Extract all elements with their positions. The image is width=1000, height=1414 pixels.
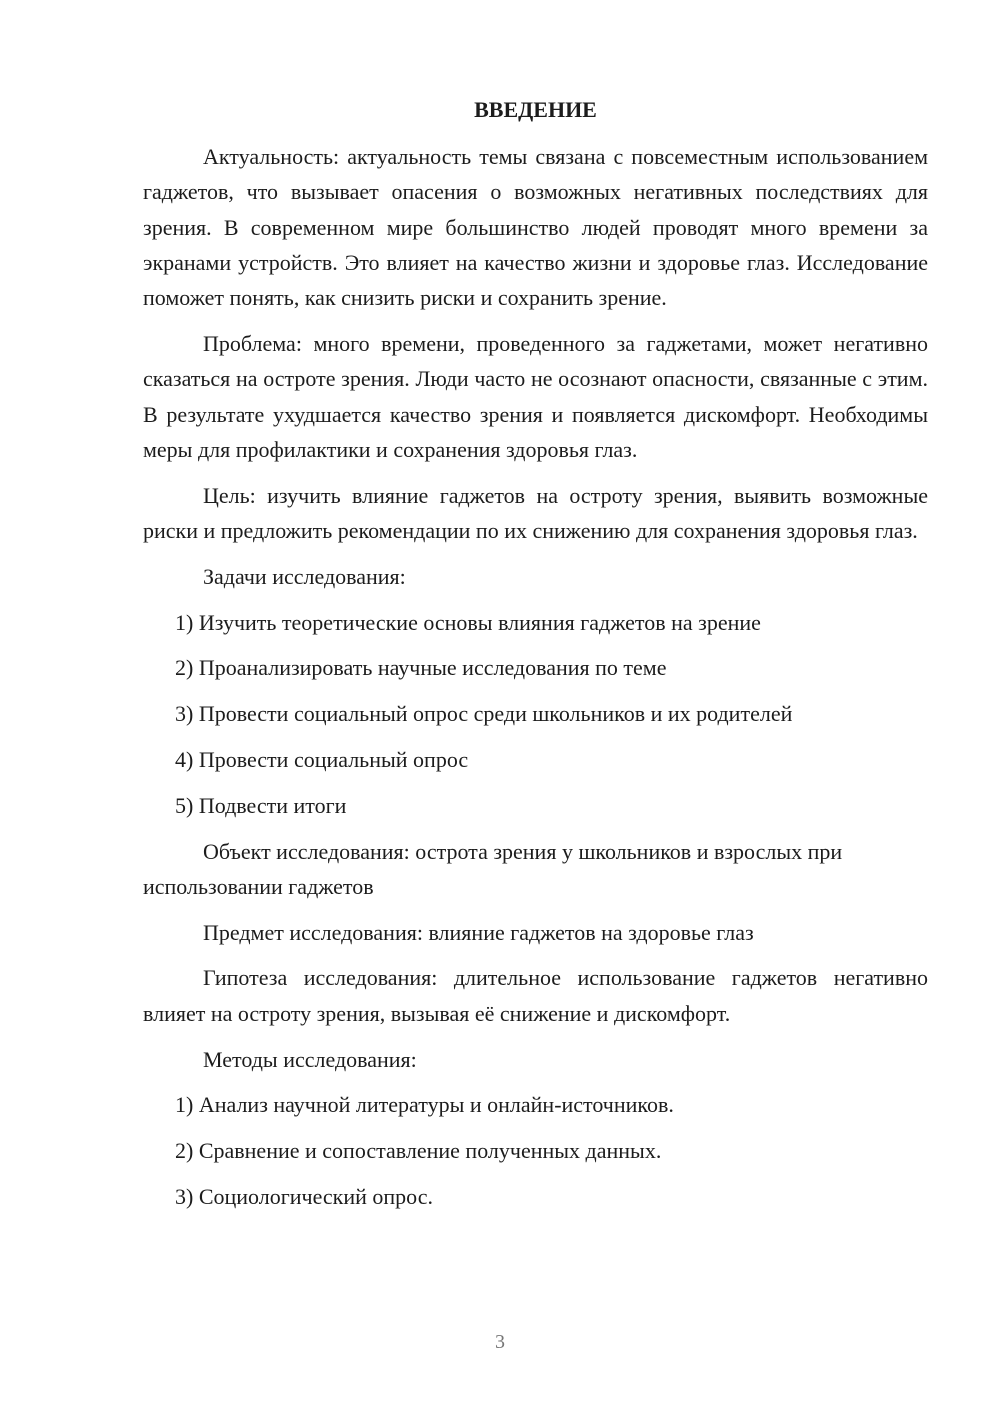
methods-heading: Методы исследования: xyxy=(203,1046,417,1072)
goal-paragraph: Цель: изучить влияние гаджетов на остроту зрения, выявить возможные риски и предложить рекомендации по их снижению для сохранения здоровья глаз. xyxy=(143,482,928,543)
list-item: 3) Социологический опрос. xyxy=(175,1183,433,1209)
object-paragraph: Объект исследования: острота зрения у школьников и взрослых при использовании гаджетов xyxy=(143,838,843,899)
list-item: 5) Подвести итоги xyxy=(175,792,347,818)
subject-paragraph: Предмет исследования: влияние гаджетов на здоровье глаз xyxy=(203,919,754,945)
list-item: 1) Анализ научной литературы и онлайн-источников. xyxy=(175,1092,674,1118)
list-item: 2) Проанализировать научные исследования по теме xyxy=(175,655,667,681)
tasks-heading: Задачи исследования: xyxy=(203,563,406,589)
methods-list xyxy=(143,1087,928,1214)
hypothesis-paragraph: Гипотеза исследования: длительное использование гаджетов негативно влияет на остроту зрения, вызывая её снижение и дискомфорт. xyxy=(143,965,928,1026)
page-number: 3 xyxy=(495,1331,505,1353)
list-item: 3) Провести социальный опрос среди школьников и их родителей xyxy=(175,701,793,727)
tasks-list xyxy=(143,605,928,823)
section-title: ВВЕДЕНИЕ xyxy=(474,97,597,122)
list-item: 2) Сравнение и сопоставление полученных данных. xyxy=(175,1138,662,1164)
problem-paragraph: Проблема: много времени, проведенного за гаджетами, может негативно сказаться на остроте зрения. Люди часто не осознают опасности, связанные с этим. В результате ухудшается качество зрения и появляется дискомфорт. Необходимы меры для профилактики и сохранения здоровья глаз. xyxy=(143,330,928,462)
document-page xyxy=(143,92,928,1225)
relevance-paragraph: Актуальность: актуальность темы связана с повсеместным использованием гаджетов, что вызывает опасения о возможных негативных последствиях для зрения. В современном мире большинство людей проводят много времени за экранами устройств. Это влияет на качество жизни и здоровье глаз. Исследование поможет понять, как снизить риски и сохранить зрение. xyxy=(143,144,928,311)
list-item: 4) Провести социальный опрос xyxy=(175,746,469,772)
list-item: 1) Изучить теоретические основы влияния гаджетов на зрение xyxy=(175,609,761,635)
